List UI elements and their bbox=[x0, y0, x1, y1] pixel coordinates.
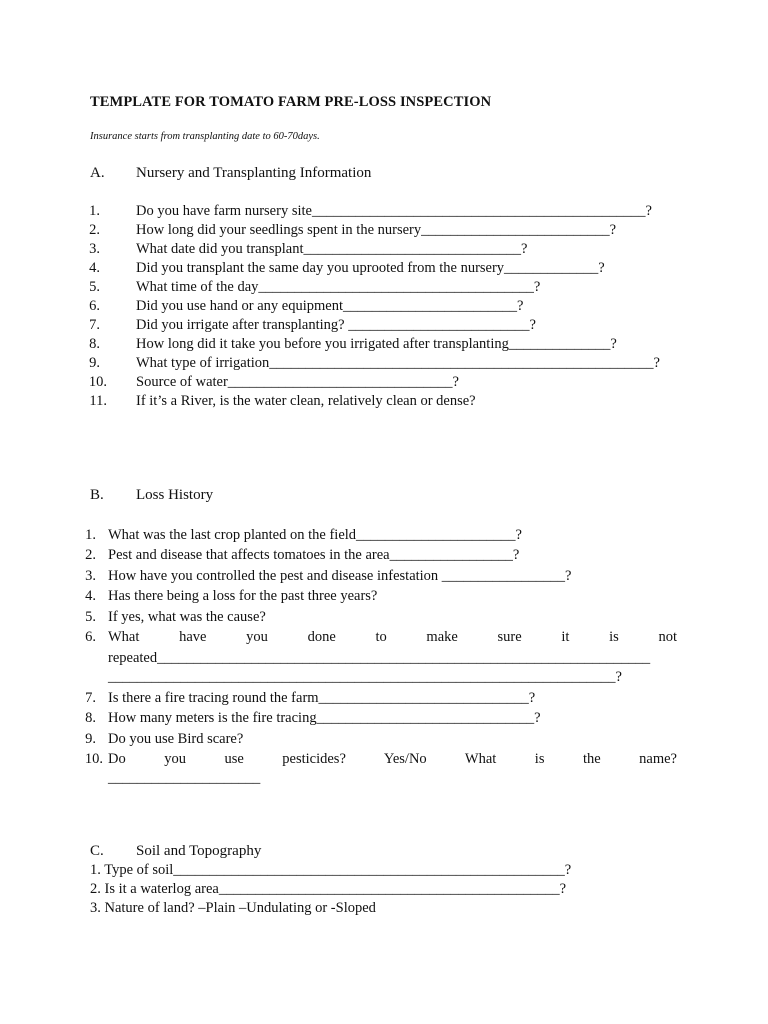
section-b-item-text: What have you done to make sure it is not bbox=[108, 629, 677, 645]
section-a-item-number: 4. bbox=[89, 260, 100, 276]
section-a-item-text: Did you use hand or any equipment________________________? bbox=[136, 298, 524, 314]
section-b-item-text: Do you use pesticides? Yes/No What is the name? bbox=[108, 751, 677, 767]
section-b-item-text-continuation: ______________________________________________________________________? bbox=[108, 669, 622, 685]
section-a-item-text: How long did your seedlings spent in the nursery__________________________? bbox=[136, 222, 617, 238]
section-c-letter: C. bbox=[90, 843, 104, 859]
section-b-item-text: What was the last crop planted on the field______________________? bbox=[108, 527, 522, 543]
section-a-item-number: 10. bbox=[88, 374, 107, 390]
section-b-item-text: How many meters is the fire tracing______________________________? bbox=[108, 710, 541, 726]
section-b-item-text-continuation: _____________________ bbox=[108, 770, 261, 786]
section-c-item-text: 1. Type of soil______________________________________________________? bbox=[90, 862, 572, 878]
document-title: TEMPLATE FOR TOMATO FARM PRE-LOSS INSPECTION bbox=[90, 94, 492, 110]
section-a-item-number: 2. bbox=[89, 222, 100, 238]
section-b-item-text: Has there being a loss for the past three years? bbox=[108, 588, 378, 604]
section-b-item-number: 4. bbox=[85, 588, 96, 604]
section-b-item-text: If yes, what was the cause? bbox=[108, 609, 266, 625]
section-a-item-text: What date did you transplant______________________________? bbox=[136, 241, 528, 257]
section-a-item-text: Did you transplant the same day you uprooted from the nursery_____________? bbox=[136, 260, 605, 276]
section-a-item-number: 7. bbox=[89, 317, 100, 333]
section-a-item-text: Did you irrigate after transplanting? _________________________? bbox=[136, 317, 536, 333]
section-a-item-text: Do you have farm nursery site______________________________________________? bbox=[136, 203, 652, 219]
section-a-item-number: 9. bbox=[89, 355, 100, 371]
section-a-item-number: 8. bbox=[89, 336, 100, 352]
section-a-item-text: What type of irrigation_____________________________________________________? bbox=[136, 355, 660, 371]
insurance-note: Insurance starts from transplanting date to 60-70days. bbox=[90, 131, 320, 142]
section-c-heading: Soil and Topography bbox=[136, 843, 262, 859]
section-b-heading: Loss History bbox=[136, 487, 214, 503]
section-c-item-text: 3. Nature of land? –Plain –Undulating or -Sloped bbox=[90, 900, 376, 916]
section-b-item-number: 2. bbox=[85, 547, 96, 563]
section-b-item-text-continuation: repeated____________________________________________________________________ bbox=[108, 650, 651, 666]
section-b-item-number: 7. bbox=[85, 690, 96, 706]
section-b-item-number: 1. bbox=[85, 527, 96, 543]
section-b-item-text: Is there a fire tracing round the farm_____________________________? bbox=[108, 690, 536, 706]
section-a-item-text: Source of water_______________________________? bbox=[136, 374, 459, 390]
section-b-item-number: 9. bbox=[85, 731, 96, 747]
section-a-item-number: 11. bbox=[89, 393, 107, 409]
section-a-item-number: 6. bbox=[89, 298, 100, 314]
section-a-item-text: How long did it take you before you irrigated after transplanting______________? bbox=[136, 336, 617, 352]
section-c-item-text: 2. Is it a waterlog area_______________________________________________? bbox=[90, 881, 567, 897]
section-a-heading: Nursery and Transplanting Information bbox=[136, 165, 372, 181]
section-b-item-number: 3. bbox=[85, 568, 96, 584]
section-b-item-text: Do you use Bird scare? bbox=[108, 731, 244, 747]
section-a-item-number: 1. bbox=[89, 203, 100, 219]
section-b-letter: B. bbox=[90, 487, 104, 503]
section-b-item-text: Pest and disease that affects tomatoes in the area_________________? bbox=[108, 547, 520, 563]
section-a-item-number: 5. bbox=[89, 279, 100, 295]
section-a-letter: A. bbox=[90, 165, 105, 181]
section-b-item-text: How have you controlled the pest and disease infestation _________________? bbox=[108, 568, 572, 584]
section-a-item-text: If it’s a River, is the water clean, relatively clean or dense? bbox=[136, 393, 476, 409]
section-a-item-text: What time of the day______________________________________? bbox=[136, 279, 541, 295]
section-b-item-number: 6. bbox=[85, 629, 96, 645]
section-a-item-number: 3. bbox=[89, 241, 100, 257]
section-b-item-number: 5. bbox=[85, 609, 96, 625]
section-b-item-number: 8. bbox=[85, 710, 96, 726]
section-b-item-number: 10. bbox=[84, 751, 103, 767]
